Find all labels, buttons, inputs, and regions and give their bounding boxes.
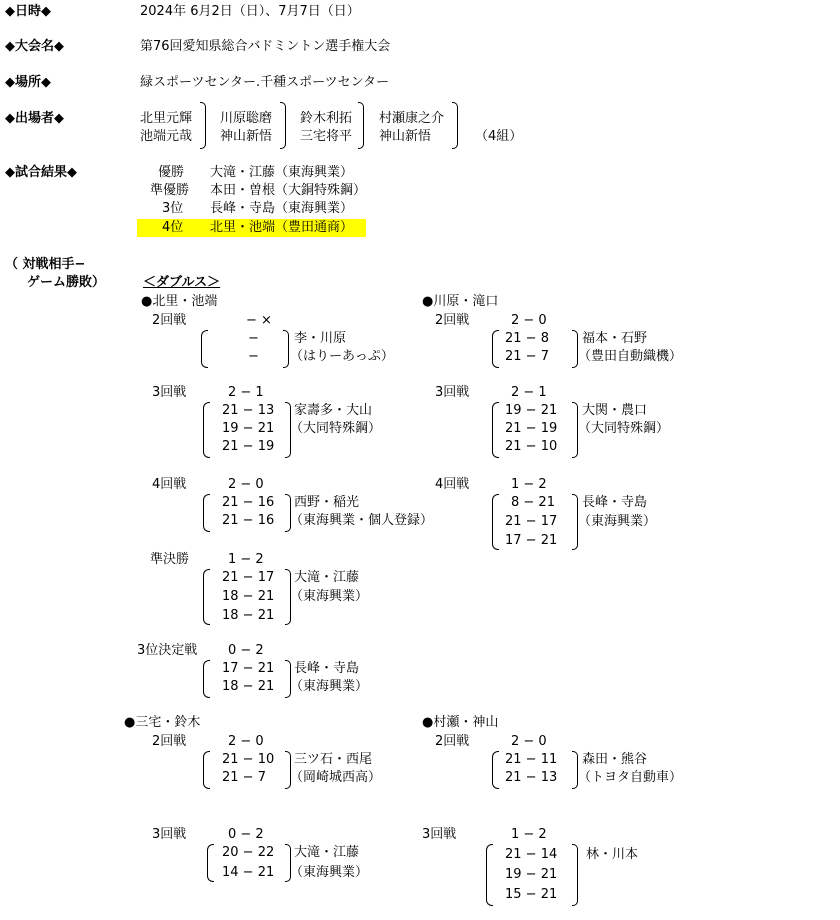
doubles-title: ＜ダブルス＞ (143, 275, 221, 290)
score-bracket-right (283, 330, 289, 368)
round-label: 3回戦 (422, 827, 457, 842)
result-rank: 優勝 (158, 165, 185, 180)
match-result: 2 − 1 (511, 385, 547, 400)
round-label: 3回戦 (152, 827, 187, 842)
opponent-name: 長峰・寺島 (294, 661, 360, 676)
game-score: − (248, 331, 259, 346)
opponent-club: （岡崎城西高） (290, 770, 382, 785)
game-score: 21 − 11 (505, 752, 558, 767)
date-label: ◆日時◆ (5, 4, 51, 19)
game-score: 21 − 10 (222, 752, 275, 767)
match-result: 1 − 2 (511, 827, 547, 842)
game-score: 21 − 7 (505, 349, 549, 364)
round-label: 2回戦 (435, 734, 470, 749)
score-bracket-left (207, 844, 214, 882)
round-label: 2回戦 (435, 313, 470, 328)
opponent-club: （大同特殊鋼） (290, 421, 382, 436)
score-bracket-left (203, 569, 210, 625)
score-bracket-left (201, 330, 208, 368)
game-score: 21 − 16 (222, 495, 275, 510)
round-label: 準決勝 (150, 552, 190, 567)
result-team: 北里・池端（豊田通商） (210, 220, 354, 235)
game-score: 19 − 21 (505, 403, 558, 418)
opponent-club: （豊田自動織機） (578, 349, 683, 364)
match-result: 2 − 0 (228, 734, 264, 749)
result-rank: 準優勝 (150, 183, 190, 198)
opponents-label-line2: ゲーム勝敗） (27, 275, 106, 290)
opponent-club: （東海興業） (290, 589, 369, 604)
opponent-club: （トヨタ自動車） (578, 770, 683, 785)
opponent-club: （東海興業） (578, 514, 657, 529)
opponent-name: 大滝・江藤 (294, 570, 360, 585)
game-score: 8 − 21 (511, 495, 555, 510)
game-score: 18 − 21 (222, 589, 275, 604)
team-name: ●川原・滝口 (422, 294, 499, 309)
result-rank: 3位 (162, 201, 184, 216)
opponent-name: 三ツ石・西尾 (294, 752, 373, 767)
pair-bracket (358, 102, 364, 149)
team-name: ●北里・池端 (141, 294, 218, 309)
players-label: ◆出場者◆ (5, 111, 64, 126)
results-label: ◆試合結果◆ (5, 165, 77, 180)
game-score: 19 − 21 (222, 421, 275, 436)
match-result: 2 − 0 (228, 477, 264, 492)
opponent-name: 長峰・寺島 (582, 495, 648, 510)
event-value: 第76回愛知県総合バドミントン選手権大会 (140, 39, 391, 54)
venue-value: 緑スポーツセンター.千種スポーツセンター (140, 75, 390, 90)
game-score: 21 − 10 (505, 439, 558, 454)
game-score: 21 − 16 (222, 513, 275, 528)
opponent-club: （はりーあっぷ） (290, 349, 394, 364)
round-label: 3回戦 (152, 385, 187, 400)
game-score: 20 − 22 (222, 845, 275, 860)
match-result: 0 − 2 (228, 827, 264, 842)
score-bracket-left (492, 751, 499, 789)
game-score: 17 − 21 (505, 533, 558, 548)
match-result: − × (246, 313, 272, 328)
round-label: 3位決定戦 (137, 643, 198, 658)
opponent-name: 大関・農口 (582, 403, 648, 418)
match-result: 1 − 2 (228, 552, 264, 567)
pair-count: （4組） (475, 129, 523, 144)
game-score: 21 − 8 (505, 331, 549, 346)
opponent-name: 李・川原 (294, 331, 347, 346)
match-result: 1 − 2 (511, 477, 547, 492)
opponent-name: 大滝・江藤 (294, 845, 360, 860)
opponent-name: 家壽多・大山 (294, 403, 373, 418)
score-bracket-left (203, 751, 210, 789)
game-score: 19 − 21 (505, 867, 558, 882)
game-score: 21 − 17 (505, 514, 558, 529)
score-bracket-left (203, 494, 210, 532)
game-score: 14 − 21 (222, 865, 275, 880)
opponent-name: 林・川本 (586, 847, 639, 862)
game-score: 21 − 13 (505, 770, 558, 785)
result-rank: 4位 (162, 220, 184, 235)
player-name: 池端元哉 (140, 129, 193, 144)
pair-bracket (452, 102, 458, 149)
score-bracket-left (492, 330, 499, 368)
team-name: ●三宅・鈴木 (124, 715, 201, 730)
opponent-club: （大同特殊鋼） (578, 421, 670, 436)
venue-label: ◆場所◆ (5, 75, 51, 90)
round-label: 4回戦 (152, 477, 187, 492)
round-label: 3回戦 (435, 385, 470, 400)
match-result: 2 − 0 (511, 734, 547, 749)
event-label: ◆大会名◆ (5, 39, 64, 54)
team-name: ●村瀬・神山 (422, 715, 499, 730)
opponent-name: 森田・熊谷 (582, 752, 648, 767)
match-result: 2 − 1 (228, 385, 264, 400)
score-bracket-left (486, 844, 493, 906)
date-value: 2024年 6月2日（日）、7月7日（日） (140, 4, 360, 19)
game-score: 18 − 21 (222, 679, 275, 694)
pair-bracket (280, 102, 286, 149)
match-result: 0 − 2 (228, 643, 264, 658)
player-name: 川原聡磨 (220, 111, 273, 126)
result-team: 長峰・寺島（東海興業） (210, 201, 354, 216)
score-bracket-right (572, 844, 578, 906)
result-team: 本田・曽根（大銅特殊鋼） (210, 183, 367, 198)
result-team: 大滝・江藤（東海興業） (210, 165, 354, 180)
player-name: 村瀬康之介 (379, 111, 445, 126)
player-name: 北里元輝 (140, 111, 193, 126)
player-name: 三宅将平 (300, 129, 353, 144)
player-name: 神山新悟 (220, 129, 273, 144)
score-bracket-left (203, 660, 210, 698)
score-bracket-left (492, 494, 499, 550)
score-bracket-left (492, 402, 499, 458)
game-score: 21 − 19 (222, 439, 275, 454)
score-bracket-left (203, 402, 210, 458)
opponent-club: （東海興業・個人登録） (290, 513, 434, 528)
game-score: 21 − 7 (222, 770, 266, 785)
game-score: 21 − 17 (222, 570, 275, 585)
pair-bracket (200, 102, 206, 149)
player-name: 神山新悟 (379, 129, 432, 144)
game-score: 18 − 21 (222, 608, 275, 623)
opponent-club: （東海興業） (290, 865, 369, 880)
game-score: 21 − 19 (505, 421, 558, 436)
opponent-name: 西野・稲光 (294, 495, 360, 510)
round-label: 2回戦 (152, 734, 187, 749)
game-score: 17 − 21 (222, 661, 275, 676)
game-score: − (248, 349, 259, 364)
game-score: 21 − 14 (505, 847, 558, 862)
round-label: 4回戦 (435, 477, 470, 492)
opponent-club: （東海興業） (290, 679, 369, 694)
opponents-label-line1: （ 対戦相手− (5, 257, 86, 272)
round-label: 2回戦 (152, 313, 187, 328)
opponent-name: 福本・石野 (582, 331, 648, 346)
game-score: 21 − 13 (222, 403, 275, 418)
player-name: 鈴木利拓 (300, 111, 353, 126)
game-score: 15 − 21 (505, 887, 558, 902)
match-result: 2 − 0 (511, 313, 547, 328)
